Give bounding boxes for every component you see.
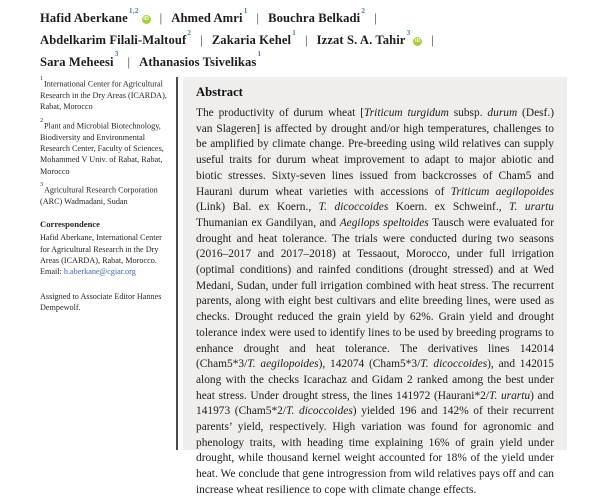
author-name: Ahmed Amri$^1$: [171, 6, 248, 26]
author-line: [40, 28, 562, 50]
affiliation-superscript: 2: [187, 27, 192, 37]
abstract-text-segment: Tausch were evaluated for drought and heat tolerance. The trials were conducted during two seasons (2016–2017 and 2017–2018) at Tessaout, Morocco, under full irrigation (optimal conditions) and rainfed conditions (drought stressed) and at Wed Medani, Sudan, under full irrigation combined with heat stress. The recurrent parents, along with eight best cultivars and elite breeding lines, were used as checks. Drought reduced the grain yield by 62%. Grain yield and drought tolerance index were used to identify lines to be used by breeding programs to enhance drought and heat tolerance. The derivatives lines 142014 (Cham5*3/: [196, 216, 554, 371]
email-line: [40, 266, 172, 277]
affiliation-superscript: 3: [114, 49, 119, 59]
abstract-text-segment: Triticum turgidum: [364, 107, 449, 119]
abstract-text-segment: The productivity of durum wheat [: [196, 107, 365, 119]
abstract-text-segment: T. urartu: [489, 389, 531, 402]
author-separator: |: [374, 11, 377, 26]
abstract-text-segment: ), 142074 (Cham5*3/: [318, 358, 421, 371]
author-line: [40, 49, 562, 71]
abstract-text-segment: (Link) Bal. ex Koern.,: [196, 201, 319, 214]
author-separator: |: [200, 32, 203, 47]
affiliation-number: 1: [40, 76, 43, 82]
author-list: [40, 6, 562, 71]
author-name: Bouchra Belkadi$^2$: [268, 6, 366, 26]
correspondence-text: [40, 232, 172, 277]
author-name: Izzat S. A. Tahir$^3$: [316, 27, 411, 47]
abstract-text-segment: T. urartu: [509, 201, 554, 214]
author-separator: |: [305, 32, 308, 47]
author-name: Sara Meheesi$^3$: [40, 49, 119, 69]
paper-content: [40, 76, 567, 496]
abstract-text-segment: T. aegilopoides: [247, 358, 319, 371]
author-separator: |: [127, 54, 131, 69]
abstract-text-segment: Aegilops speltoides: [339, 216, 429, 229]
affiliation-item: $^2$Plant and Microbial Biotechnology, Biodiversity and Environmental Research Center, Faculty of Sciences, Mohammed V Univ. of Rabat, Rabat, Morocco: [40, 117, 164, 176]
abstract-text-segment: T. dicoccoides: [420, 358, 488, 371]
abstract-text-segment: (Desf.) van Slageren] is affected by drought and/or high temperatures, challenges to be amplified by climate change. Pre-breeding using wild relatives can supply useful traits for durum wheat improvement to adapt to major abiotic and biotic stresses. Sixty-seven lines issued from backcrosses of Cham5 and Haurani durum wheat varieties with accessions of: [196, 107, 554, 198]
correspondence-heading: Correspondence: [40, 219, 100, 230]
abstract-text-segment: T. dicoccoides: [286, 405, 353, 418]
email-label: Email:: [40, 267, 64, 277]
affiliation-number: 2: [40, 117, 43, 124]
editor-note: Assigned to Associate Editor Hannes Dempewolf.: [40, 291, 162, 312]
affiliation-superscript: 3: [406, 27, 411, 37]
sidebar: [40, 77, 172, 313]
author-name: Athanasios Tsivelikas$^1$: [139, 49, 262, 69]
author-name: Abdelkarim Filali-Maltouf$^2$: [40, 27, 192, 47]
abstract-panel: [183, 77, 567, 496]
author-separator: |: [256, 11, 260, 26]
affiliation-superscript: 1: [292, 27, 297, 37]
author-separator: |: [431, 32, 435, 47]
abstract-text-segment: durum: [487, 107, 518, 119]
orcid-icon[interactable]: iD: [143, 16, 149, 23]
abstract-text-segment: Koern. ex Schweinf.,: [388, 201, 510, 214]
abstract-text-segment: ) yielded 196 and 142% of their recurrent parents’ yield, respectively. High variation was found for agronomic and phenology traits, with heading time explaining 16% of grain yield under drought, while thousand kernel weight accounted for 18% of the yield under heat. We conclude that gene introgression from wild relatives pays off and can increase wheat resilience to cope with climate change effects.: [196, 405, 555, 496]
affiliation-item: $^3$Agricultural Research Corporation (ARC) Wadmadani, Sudan: [40, 181, 158, 206]
author-name: Hafid Aberkane$^{1,2}$: [40, 6, 139, 26]
correspondence-address: Hafid Aberkane, International Center for Agricultural Research in the Dry Areas (ICARDA), Rabat, Morocco.: [40, 233, 162, 266]
author-name: Zakaria Kehel$^1$: [211, 27, 297, 47]
affiliation-superscript: 2: [361, 6, 366, 15]
abstract-text-segment: Triticum aegilopoides: [450, 185, 554, 198]
abstract-text-segment: subsp.: [448, 107, 488, 119]
affiliation-superscript: 1: [257, 49, 262, 59]
author-line: [40, 6, 562, 28]
abstract-body: [196, 106, 554, 499]
abstract-text-segment: T. dicoccoides: [318, 201, 389, 214]
affiliations: [40, 77, 172, 207]
affiliation-item: $^1$International Center for Agricultural Research in the Dry Areas (ICARDA), Rabat, Morocco: [40, 76, 167, 112]
orcid-icon[interactable]: iD: [415, 37, 421, 44]
affiliation-superscript: 1: [243, 6, 248, 15]
abstract-text-segment: ) and 141973 (Cham5*2/: [196, 389, 554, 418]
abstract-text-segment: ), and 142015 along with the checks Icarachaz and Gidam 2 ranked among the best under heat stress. Under drought stress, the lines 141972 (Haurani*2/: [196, 358, 554, 402]
affiliation-number: 3: [40, 181, 43, 188]
author-separator: |: [159, 11, 163, 26]
email-link[interactable]: h.aberkane@cgiar.org: [63, 267, 136, 277]
affiliation-superscript: 1,2: [128, 6, 139, 15]
correspondence-section: [40, 219, 172, 277]
vertical-divider: [176, 77, 178, 450]
abstract-text-segment: Thumanian ex Gandilyan, and: [196, 216, 340, 229]
abstract-heading: Abstract: [196, 85, 243, 99]
